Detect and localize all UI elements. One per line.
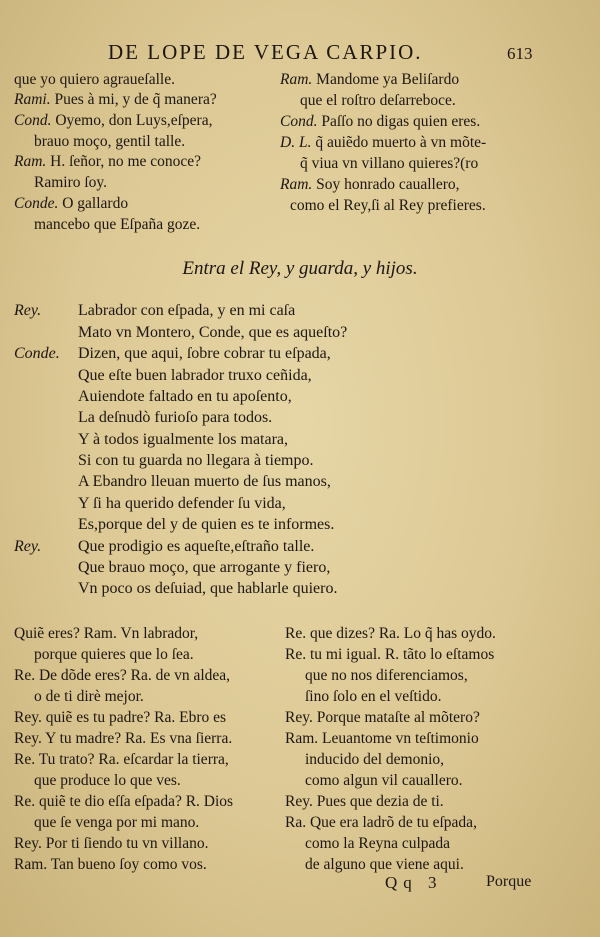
verse-line: porque quieres que lo ſea. — [34, 646, 194, 663]
speaker-label: Conde. — [14, 195, 59, 212]
verse-line: o de ti dirè mejor. — [34, 688, 144, 705]
verse-line — [14, 152, 201, 172]
verse-line — [14, 111, 212, 131]
verse-line: Rey. quiẽ es tu padre? Ra. Ebro es — [14, 709, 227, 726]
verse-line — [14, 90, 217, 110]
verse-line — [280, 112, 480, 132]
verse-line: Ram. Leuantome vn teſtimonio — [285, 730, 479, 747]
verse-line: Re. De dõde eres? Ra. de vn aldea, — [14, 667, 231, 684]
speaker-label: Ram. — [280, 71, 313, 88]
verse-line: Re. quiẽ te dio eſſa eſpada? R. Dios — [14, 793, 234, 810]
verse-text: Que eſte buen labrador truxo ceñida, — [78, 367, 312, 384]
verse-line — [280, 175, 460, 195]
verse-line: como algun vil cauallero. — [305, 772, 463, 789]
verse-text: q̃ auiẽdo muerto à vn mõte- — [315, 134, 487, 151]
verse-line: Rey. Y tu madre? Ra. Es vna ſierra. — [14, 730, 233, 747]
speaker-label: Conde. — [14, 345, 60, 362]
verse-text: Que prodigio es aqueſte,eſtraño talle. — [78, 538, 315, 555]
signature-mark: Qq 3 — [385, 873, 443, 892]
verse-line — [34, 132, 185, 152]
speaker-label: Cond. — [280, 113, 318, 130]
verse-line — [34, 215, 200, 235]
verse-line: inducido del demonio, — [305, 751, 445, 768]
speaker-label: Rey. — [14, 538, 42, 555]
verse-line: que no nos diferenciamos, — [305, 667, 468, 684]
verse-text: Labrador con eſpada, y en mi caſa — [78, 302, 296, 319]
verse-line: Rey. Pues que dezia de ti. — [285, 793, 444, 810]
verse-line — [300, 154, 478, 174]
catchword: Porque — [486, 873, 532, 890]
verse-line: Quiẽ eres? Ram. Vn labrador, — [14, 625, 199, 642]
verse-line: Re. tu mi igual. R. tãto lo eſtamos — [285, 646, 495, 663]
verse-text: Mato vn Montero, Conde, que es aqueſto? — [78, 324, 348, 341]
verse-line: Re. que dizes? Ra. Lo q̃ has oydo. — [285, 625, 496, 642]
speaker-label: Cond. — [14, 112, 52, 129]
running-header: DE LOPE DE VEGA CARPIO. — [108, 40, 423, 64]
verse-text: Y à todos igualmente los matara, — [78, 431, 289, 448]
verse-text: Mandome ya Beliſardo — [316, 71, 460, 88]
speaker-label: D. L. — [280, 134, 312, 151]
verse-text: Que brauo moço, que arrogante y fiero, — [78, 559, 331, 576]
verse-text: Ramiro ſoy. — [34, 174, 108, 191]
verse-line: que produce lo que ves. — [34, 772, 181, 789]
verse-text: H. ſeñor, no me conoce? — [50, 153, 202, 170]
verse-text: La deſnudò furioſo para todos. — [78, 409, 273, 426]
verse-text: Soy honrado cauallero, — [316, 176, 460, 193]
verse-line — [14, 70, 175, 90]
verse-text: que el roſtro deſarreboce. — [300, 92, 456, 109]
verse-text: mancebo que Eſpaña goze. — [34, 216, 201, 233]
verse-line: Re. Tu trato? Ra. eſcardar la tierra, — [14, 751, 229, 768]
verse-text: como el Rey,ſi al Rey prefieres. — [290, 197, 486, 214]
verse-text: Pues à mi, y de q̃ manera? — [54, 91, 217, 108]
speaker-label: Ram. — [14, 153, 47, 170]
verse-text: que yo quiero agraueſalle. — [14, 71, 175, 88]
verse-text: q̃ viua vn villano quieres?(ro — [300, 155, 479, 172]
verse-text: A Ebandro lleuan muerto de ſus manos, — [78, 473, 331, 490]
verse-line: Rey. Porque mataſte al mõtero? — [285, 709, 480, 726]
verse-line: Rey. Por ti ſiendo tu vn villano. — [14, 835, 209, 852]
verse-text: Vn poco os deſuiad, que hablarle quiero. — [78, 580, 338, 597]
verse-line: Ra. Que era ladrõ de tu eſpada, — [285, 814, 477, 831]
verse-line — [290, 196, 486, 216]
verse-line: que ſe venga por mi mano. — [34, 814, 200, 831]
verse-line: ſino ſolo en el veſtido. — [305, 688, 442, 705]
verse-line — [280, 70, 459, 90]
verse-text: Auiendote faltado en tu apoſento, — [78, 388, 292, 405]
speaker-label: Rey. — [14, 302, 42, 319]
verse-line — [280, 133, 486, 153]
verse-line — [34, 173, 107, 193]
verse-text: Es,porque del y de quien es te informes. — [78, 516, 335, 533]
verse-text: Si con tu guarda no llegara à tiempo. — [78, 452, 314, 469]
verse-line: como la Reyna culpada — [305, 835, 451, 852]
stage-direction: Entra el Rey, y guarda, y hijos. — [182, 258, 418, 279]
verse-text: Oyemo, don Luys,eſpera, — [55, 112, 213, 129]
verse-text: O gallardo — [62, 195, 129, 212]
verse-line: Ram. Tan bueno ſoy como vos. — [14, 856, 207, 873]
verse-line: de alguno que viene aqui. — [305, 856, 464, 873]
page-number: 613 — [507, 44, 533, 63]
verse-line — [14, 194, 128, 214]
speaker-label: Rami. — [14, 91, 51, 108]
verse-text: Paſſo no digas quien eres. — [321, 113, 481, 130]
speaker-label: Ram. — [280, 176, 313, 193]
verse-text: Dizen, que aqui, ſobre cobrar tu eſpada, — [78, 345, 331, 362]
verse-line — [300, 91, 456, 111]
verse-text: Y ſi ha querido defender ſu vida, — [78, 495, 286, 512]
verse-text: brauo moço, gentil talle. — [34, 133, 186, 150]
